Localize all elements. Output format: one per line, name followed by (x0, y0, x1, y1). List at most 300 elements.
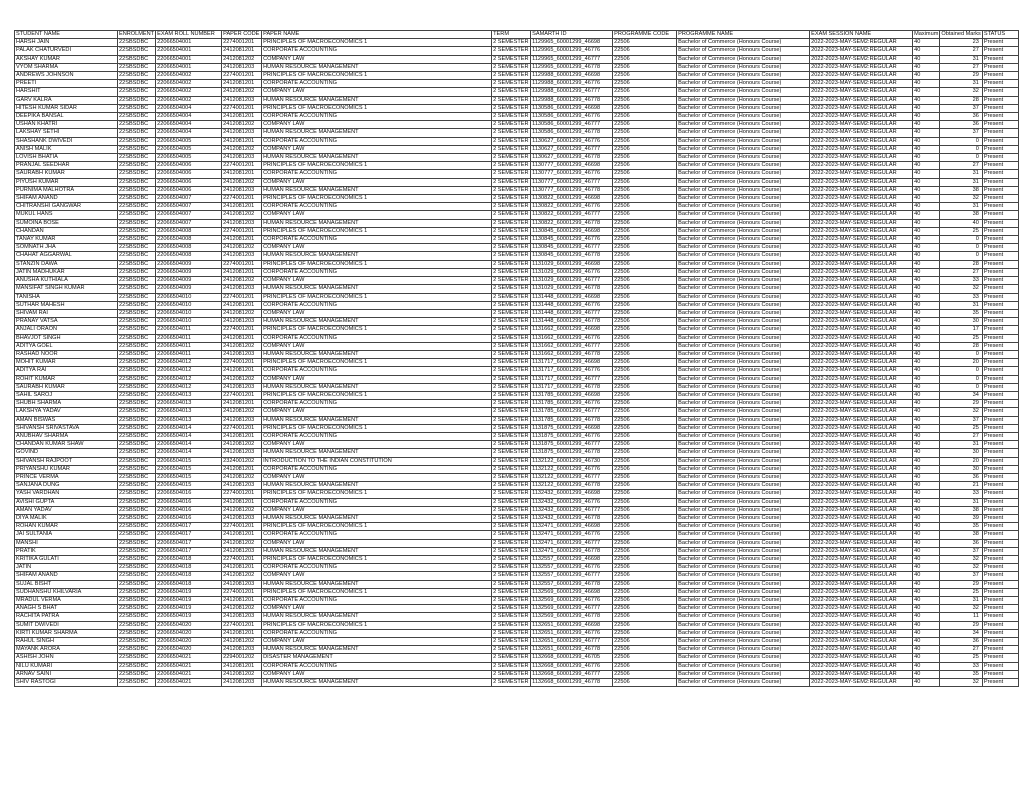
cell-paper-name: CORPORATE ACCOUNTING (262, 47, 492, 55)
cell-status: Present (982, 514, 1018, 522)
cell-programme-code: 22506 (613, 39, 677, 47)
cell-obtained-marks: 29 (940, 621, 982, 629)
cell-enrolment: 22SBSDBC (118, 236, 156, 244)
cell-exam-session-name: 2022-2023-MAY-SEM2:REGULAR (810, 318, 913, 326)
cell-paper-code: 2294001202 (222, 654, 262, 662)
cell-exam-session-name: 2022-2023-MAY-SEM2:REGULAR (810, 588, 913, 596)
cell-programme-code: 22506 (613, 473, 677, 481)
cell-exam-session-name: 2022-2023-MAY-SEM2:REGULAR (810, 219, 913, 227)
cell-paper-code: 2274001201 (222, 104, 262, 112)
cell-student-name: MAYANK ARORA (15, 646, 118, 654)
table-row (15, 457, 1019, 465)
cell-student-name: VYOM SHARMA (15, 63, 118, 71)
cell-paper-name: COMPANY LAW (262, 506, 492, 514)
cell-status: Present (982, 473, 1018, 481)
cell-paper-code: 2412081201 (222, 170, 262, 178)
cell-enrolment: 22SBSDBC (118, 572, 156, 580)
cell-term: 2 SEMESTER (492, 621, 531, 629)
cell-exam-session-name: 2022-2023-MAY-SEM2:REGULAR (810, 88, 913, 96)
cell-programme-code: 22506 (613, 309, 677, 317)
cell-samarth-id: 1130777_60001299_46778 (531, 186, 613, 194)
cell-status: Present (982, 490, 1018, 498)
cell-samarth-id: 1132557_60001299_46776 (531, 564, 613, 572)
cell-programme-name: Bachelor of Commerce (Honours Course) (677, 72, 810, 80)
cell-status: Present (982, 252, 1018, 260)
cell-student-name: ARNAV SAINI (15, 670, 118, 678)
cell-exam-roll-number: 22066504010 (156, 309, 222, 317)
cell-paper-name: COMPANY LAW (262, 375, 492, 383)
cell-paper-name: HUMAN RESOURCE MANAGEMENT (262, 318, 492, 326)
cell-maximum-marks: 40 (913, 113, 940, 121)
cell-samarth-id: 1130822_60001299_46777 (531, 211, 613, 219)
cell-obtained-marks: 36 (940, 121, 982, 129)
cell-programme-code: 22506 (613, 498, 677, 506)
cell-student-name: MANSIFAT SINGH KUMAR (15, 285, 118, 293)
cell-paper-code: 2412081201 (222, 301, 262, 309)
cell-exam-roll-number: 22066504008 (156, 252, 222, 260)
cell-programme-code: 22506 (613, 662, 677, 670)
cell-paper-name: COMPANY LAW (262, 638, 492, 646)
cell-paper-code: 2412081203 (222, 547, 262, 555)
cell-programme-code: 22506 (613, 375, 677, 383)
cell-status: Present (982, 629, 1018, 637)
cell-obtained-marks: 33 (940, 277, 982, 285)
cell-samarth-id: 1132668_60001299_46705 (531, 654, 613, 662)
cell-exam-session-name: 2022-2023-MAY-SEM2:REGULAR (810, 621, 913, 629)
cell-enrolment: 22SBSDBC (118, 498, 156, 506)
table-row (15, 523, 1019, 531)
cell-programme-name: Bachelor of Commerce (Honours Course) (677, 145, 810, 153)
cell-term: 2 SEMESTER (492, 219, 531, 227)
cell-maximum-marks: 40 (913, 638, 940, 646)
cell-exam-roll-number: 22066504004 (156, 121, 222, 129)
cell-paper-name: CORPORATE ACCOUNTING (262, 498, 492, 506)
cell-term: 2 SEMESTER (492, 39, 531, 47)
cell-term: 2 SEMESTER (492, 293, 531, 301)
cell-paper-code: 2412081203 (222, 219, 262, 227)
cell-term: 2 SEMESTER (492, 638, 531, 646)
cell-paper-name: COMPANY LAW (262, 145, 492, 153)
cell-student-name: AVISHI GUPTA (15, 498, 118, 506)
cell-exam-session-name: 2022-2023-MAY-SEM2:REGULAR (810, 203, 913, 211)
cell-paper-code: 2412081203 (222, 580, 262, 588)
cell-exam-roll-number: 22066504014 (156, 441, 222, 449)
cell-enrolment: 22SBSDBC (118, 564, 156, 572)
cell-maximum-marks: 40 (913, 47, 940, 55)
cell-term: 2 SEMESTER (492, 277, 531, 285)
cell-paper-name: PRINCIPLES OF MACROECONOMICS 1 (262, 523, 492, 531)
cell-paper-name: HUMAN RESOURCE MANAGEMENT (262, 154, 492, 162)
cell-exam-session-name: 2022-2023-MAY-SEM2:REGULAR (810, 137, 913, 145)
cell-exam-session-name: 2022-2023-MAY-SEM2:REGULAR (810, 252, 913, 260)
cell-maximum-marks: 40 (913, 490, 940, 498)
cell-samarth-id: 1132471_60001299_46698 (531, 523, 613, 531)
cell-term: 2 SEMESTER (492, 162, 531, 170)
cell-exam-session-name: 2022-2023-MAY-SEM2:REGULAR (810, 145, 913, 153)
cell-term: 2 SEMESTER (492, 154, 531, 162)
cell-samarth-id: 1130777_60001299_46698 (531, 162, 613, 170)
cell-exam-session-name: 2022-2023-MAY-SEM2:REGULAR (810, 605, 913, 613)
cell-term: 2 SEMESTER (492, 424, 531, 432)
cell-maximum-marks: 40 (913, 129, 940, 137)
cell-samarth-id: 1130845_60001299_46777 (531, 244, 613, 252)
header-programme-name: PROGRAMME NAME (677, 31, 810, 39)
cell-programme-code: 22506 (613, 252, 677, 260)
cell-exam-roll-number: 22066504010 (156, 318, 222, 326)
cell-paper-name: PRINCIPLES OF MACROECONOMICS 1 (262, 195, 492, 203)
cell-obtained-marks: 31 (940, 55, 982, 63)
cell-student-name: LOVISH BHATIA (15, 154, 118, 162)
cell-student-name: PALAK CHATURVEDI (15, 47, 118, 55)
cell-enrolment: 22SBSDBC (118, 211, 156, 219)
table-row (15, 556, 1019, 564)
cell-enrolment: 22SBSDBC (118, 203, 156, 211)
cell-programme-name: Bachelor of Commerce (Honours Course) (677, 203, 810, 211)
cell-paper-name: CORPORATE ACCOUNTING (262, 629, 492, 637)
table-row (15, 449, 1019, 457)
cell-exam-roll-number: 22066504012 (156, 359, 222, 367)
cell-paper-code: 2412081202 (222, 539, 262, 547)
cell-term: 2 SEMESTER (492, 679, 531, 687)
cell-paper-name: COMPANY LAW (262, 277, 492, 285)
cell-term: 2 SEMESTER (492, 408, 531, 416)
cell-paper-code: 2274001201 (222, 293, 262, 301)
cell-paper-name: PRINCIPLES OF MACROECONOMICS 1 (262, 39, 492, 47)
cell-programme-name: Bachelor of Commerce (Honours Course) (677, 63, 810, 71)
cell-paper-code: 2412081202 (222, 277, 262, 285)
cell-obtained-marks: 31 (940, 597, 982, 605)
cell-student-name: SUDHANSHU KHILVARIA (15, 588, 118, 596)
cell-programme-code: 22506 (613, 350, 677, 358)
cell-programme-code: 22506 (613, 416, 677, 424)
cell-term: 2 SEMESTER (492, 613, 531, 621)
cell-paper-name: HUMAN RESOURCE MANAGEMENT (262, 252, 492, 260)
cell-samarth-id: 1131029_60001299_46776 (531, 268, 613, 276)
cell-status: Present (982, 318, 1018, 326)
cell-maximum-marks: 40 (913, 408, 940, 416)
cell-maximum-marks: 40 (913, 498, 940, 506)
cell-status: Present (982, 162, 1018, 170)
cell-student-name: ROHAN KUMAR (15, 523, 118, 531)
cell-exam-roll-number: 22066504011 (156, 326, 222, 334)
cell-programme-code: 22506 (613, 301, 677, 309)
cell-paper-code: 2412081203 (222, 129, 262, 137)
cell-exam-session-name: 2022-2023-MAY-SEM2:REGULAR (810, 490, 913, 498)
cell-programme-name: Bachelor of Commerce (Honours Course) (677, 646, 810, 654)
cell-obtained-marks: 28 (940, 260, 982, 268)
cell-paper-name: PRINCIPLES OF MACROECONOMICS 1 (262, 227, 492, 235)
cell-samarth-id: 1132122_60001299_46777 (531, 473, 613, 481)
cell-exam-roll-number: 22066504021 (156, 654, 222, 662)
cell-paper-code: 2412081203 (222, 482, 262, 490)
cell-maximum-marks: 40 (913, 277, 940, 285)
cell-exam-session-name: 2022-2023-MAY-SEM2:REGULAR (810, 679, 913, 687)
cell-obtained-marks: 36 (940, 539, 982, 547)
cell-programme-code: 22506 (613, 211, 677, 219)
cell-obtained-marks: 35 (940, 309, 982, 317)
cell-obtained-marks: 27 (940, 432, 982, 440)
cell-exam-roll-number: 22066504020 (156, 638, 222, 646)
cell-term: 2 SEMESTER (492, 326, 531, 334)
cell-programme-code: 22506 (613, 383, 677, 391)
cell-status: Present (982, 203, 1018, 211)
cell-programme-name: Bachelor of Commerce (Honours Course) (677, 400, 810, 408)
cell-maximum-marks: 40 (913, 432, 940, 440)
cell-maximum-marks: 40 (913, 170, 940, 178)
cell-enrolment: 22SBSDBC (118, 113, 156, 121)
cell-obtained-marks: 0 (940, 236, 982, 244)
cell-student-name: ANDREWS JOHNSON (15, 72, 118, 80)
cell-enrolment: 22SBSDBC (118, 244, 156, 252)
cell-enrolment: 22SBSDBC (118, 301, 156, 309)
cell-term: 2 SEMESTER (492, 629, 531, 637)
cell-programme-code: 22506 (613, 162, 677, 170)
cell-enrolment: 22SBSDBC (118, 670, 156, 678)
cell-paper-code: 2412081202 (222, 309, 262, 317)
cell-term: 2 SEMESTER (492, 63, 531, 71)
cell-student-name: NILU KUMARI (15, 662, 118, 670)
cell-exam-session-name: 2022-2023-MAY-SEM2:REGULAR (810, 564, 913, 572)
cell-term: 2 SEMESTER (492, 227, 531, 235)
cell-paper-name: CORPORATE ACCOUNTING (262, 236, 492, 244)
cell-status: Present (982, 350, 1018, 358)
cell-maximum-marks: 40 (913, 145, 940, 153)
cell-enrolment: 22SBSDBC (118, 309, 156, 317)
cell-obtained-marks: 37 (940, 129, 982, 137)
cell-paper-name: CORPORATE ACCOUNTING (262, 113, 492, 121)
cell-status: Present (982, 654, 1018, 662)
cell-paper-name: COMPANY LAW (262, 88, 492, 96)
cell-enrolment: 22SBSDBC (118, 96, 156, 104)
cell-exam-roll-number: 22066504018 (156, 580, 222, 588)
cell-exam-session-name: 2022-2023-MAY-SEM2:REGULAR (810, 498, 913, 506)
cell-programme-name: Bachelor of Commerce (Honours Course) (677, 597, 810, 605)
cell-exam-roll-number: 22066504004 (156, 129, 222, 137)
cell-samarth-id: 1132557_60001299_46778 (531, 580, 613, 588)
cell-maximum-marks: 40 (913, 605, 940, 613)
cell-samarth-id: 1130627_60001299_46778 (531, 154, 613, 162)
table-row (15, 318, 1019, 326)
cell-exam-roll-number: 22066504014 (156, 449, 222, 457)
cell-paper-code: 2412081201 (222, 498, 262, 506)
cell-programme-name: Bachelor of Commerce (Honours Course) (677, 154, 810, 162)
table-row (15, 170, 1019, 178)
cell-programme-name: Bachelor of Commerce (Honours Course) (677, 679, 810, 687)
cell-status: Present (982, 482, 1018, 490)
cell-paper-name: HUMAN RESOURCE MANAGEMENT (262, 580, 492, 588)
cell-exam-session-name: 2022-2023-MAY-SEM2:REGULAR (810, 359, 913, 367)
cell-enrolment: 22SBSDBC (118, 350, 156, 358)
table-row (15, 236, 1019, 244)
cell-exam-session-name: 2022-2023-MAY-SEM2:REGULAR (810, 227, 913, 235)
cell-enrolment: 22SBSDBC (118, 277, 156, 285)
cell-exam-roll-number: 22066504017 (156, 523, 222, 531)
cell-samarth-id: 1132569_60001299_46698 (531, 588, 613, 596)
cell-paper-name: CORPORATE ACCOUNTING (262, 662, 492, 670)
cell-enrolment: 22SBSDBC (118, 88, 156, 96)
cell-status: Present (982, 539, 1018, 547)
cell-maximum-marks: 40 (913, 301, 940, 309)
cell-enrolment: 22SBSDBC (118, 252, 156, 260)
cell-programme-code: 22506 (613, 342, 677, 350)
cell-term: 2 SEMESTER (492, 318, 531, 326)
cell-obtained-marks: 35 (940, 670, 982, 678)
cell-programme-name: Bachelor of Commerce (Honours Course) (677, 670, 810, 678)
cell-programme-name: Bachelor of Commerce (Honours Course) (677, 564, 810, 572)
cell-paper-name: HUMAN RESOURCE MANAGEMENT (262, 679, 492, 687)
cell-maximum-marks: 40 (913, 39, 940, 47)
cell-programme-name: Bachelor of Commerce (Honours Course) (677, 539, 810, 547)
cell-paper-code: 2412081201 (222, 465, 262, 473)
table-row (15, 514, 1019, 522)
cell-programme-code: 22506 (613, 670, 677, 678)
table-row (15, 162, 1019, 170)
cell-exam-roll-number: 22066504018 (156, 564, 222, 572)
cell-paper-name: CORPORATE ACCOUNTING (262, 597, 492, 605)
cell-programme-name: Bachelor of Commerce (Honours Course) (677, 88, 810, 96)
cell-student-name: CHAHAT AGGARWAL (15, 252, 118, 260)
cell-obtained-marks: 39 (940, 514, 982, 522)
table-row (15, 145, 1019, 153)
cell-paper-code: 2274001201 (222, 490, 262, 498)
cell-student-name: PIYUSH KUMAR (15, 178, 118, 186)
cell-samarth-id: 1131875_60001299_46776 (531, 432, 613, 440)
cell-enrolment: 22SBSDBC (118, 318, 156, 326)
cell-paper-code: 2412081202 (222, 506, 262, 514)
cell-programme-code: 22506 (613, 293, 677, 301)
table-row (15, 383, 1019, 391)
cell-paper-name: PRINCIPLES OF MACROECONOMICS 1 (262, 391, 492, 399)
cell-exam-roll-number: 22066504013 (156, 400, 222, 408)
cell-enrolment: 22SBSDBC (118, 162, 156, 170)
cell-enrolment: 22SBSDBC (118, 449, 156, 457)
cell-maximum-marks: 40 (913, 441, 940, 449)
table-row (15, 309, 1019, 317)
cell-obtained-marks: 0 (940, 252, 982, 260)
cell-exam-session-name: 2022-2023-MAY-SEM2:REGULAR (810, 244, 913, 252)
cell-programme-name: Bachelor of Commerce (Honours Course) (677, 129, 810, 137)
cell-programme-code: 22506 (613, 47, 677, 55)
cell-obtained-marks: 37 (940, 416, 982, 424)
cell-programme-code: 22506 (613, 465, 677, 473)
cell-programme-code: 22506 (613, 104, 677, 112)
cell-samarth-id: 1130845_60001299_46778 (531, 252, 613, 260)
cell-obtained-marks: 33 (940, 490, 982, 498)
cell-programme-name: Bachelor of Commerce (Honours Course) (677, 638, 810, 646)
cell-paper-name: PRINCIPLES OF MACROECONOMICS 1 (262, 72, 492, 80)
cell-status: Present (982, 121, 1018, 129)
cell-obtained-marks: 36 (940, 473, 982, 481)
cell-obtained-marks: 40 (940, 219, 982, 227)
cell-paper-name: PRINCIPLES OF MACROECONOMICS 1 (262, 490, 492, 498)
cell-enrolment: 22SBSDBC (118, 219, 156, 227)
cell-obtained-marks: 38 (940, 506, 982, 514)
cell-status: Present (982, 424, 1018, 432)
table-row (15, 72, 1019, 80)
table-row (15, 268, 1019, 276)
cell-status: Present (982, 268, 1018, 276)
cell-student-name: ROHIT KUMAR (15, 375, 118, 383)
cell-paper-name: CORPORATE ACCOUNTING (262, 465, 492, 473)
cell-paper-code: 2412081202 (222, 572, 262, 580)
cell-obtained-marks: 37 (940, 572, 982, 580)
header-term: TERM (492, 31, 531, 39)
cell-samarth-id: 1131785_60001299_46776 (531, 400, 613, 408)
cell-enrolment: 22SBSDBC (118, 588, 156, 596)
cell-paper-code: 2412081202 (222, 375, 262, 383)
cell-status: Present (982, 580, 1018, 588)
cell-programme-name: Bachelor of Commerce (Honours Course) (677, 613, 810, 621)
cell-exam-session-name: 2022-2023-MAY-SEM2:REGULAR (810, 506, 913, 514)
cell-enrolment: 22SBSDBC (118, 629, 156, 637)
cell-samarth-id: 1131785_60001299_46777 (531, 408, 613, 416)
cell-programme-code: 22506 (613, 334, 677, 342)
cell-enrolment: 22SBSDBC (118, 326, 156, 334)
cell-term: 2 SEMESTER (492, 670, 531, 678)
table-row (15, 113, 1019, 121)
cell-obtained-marks: 33 (940, 293, 982, 301)
cell-obtained-marks: 25 (940, 654, 982, 662)
cell-status: Present (982, 621, 1018, 629)
cell-maximum-marks: 40 (913, 72, 940, 80)
cell-maximum-marks: 40 (913, 178, 940, 186)
cell-paper-name: PRINCIPLES OF MACROECONOMICS 1 (262, 359, 492, 367)
cell-status: Present (982, 564, 1018, 572)
cell-programme-code: 22506 (613, 113, 677, 121)
cell-status: Present (982, 211, 1018, 219)
cell-enrolment: 22SBSDBC (118, 441, 156, 449)
cell-student-name: JATIN (15, 564, 118, 572)
cell-enrolment: 22SBSDBC (118, 473, 156, 481)
table-row (15, 646, 1019, 654)
cell-exam-session-name: 2022-2023-MAY-SEM2:REGULAR (810, 457, 913, 465)
cell-maximum-marks: 40 (913, 236, 940, 244)
cell-enrolment: 22SBSDBC (118, 662, 156, 670)
cell-exam-roll-number: 22066504015 (156, 473, 222, 481)
cell-maximum-marks: 40 (913, 588, 940, 596)
cell-term: 2 SEMESTER (492, 47, 531, 55)
cell-student-name: SAURABH KUMAR (15, 383, 118, 391)
cell-exam-session-name: 2022-2023-MAY-SEM2:REGULAR (810, 531, 913, 539)
cell-exam-roll-number: 22066504019 (156, 613, 222, 621)
cell-enrolment: 22SBSDBC (118, 227, 156, 235)
cell-obtained-marks: 37 (940, 547, 982, 555)
cell-programme-code: 22506 (613, 400, 677, 408)
table-row (15, 334, 1019, 342)
cell-enrolment: 22SBSDBC (118, 408, 156, 416)
cell-paper-code: 2274001201 (222, 72, 262, 80)
cell-programme-name: Bachelor of Commerce (Honours Course) (677, 662, 810, 670)
cell-exam-roll-number: 22066504008 (156, 244, 222, 252)
cell-status: Present (982, 613, 1018, 621)
cell-maximum-marks: 40 (913, 424, 940, 432)
cell-paper-name: HUMAN RESOURCE MANAGEMENT (262, 613, 492, 621)
cell-samarth-id: 1132432_60001299_46698 (531, 490, 613, 498)
cell-samarth-id: 1130586_60001299_46777 (531, 121, 613, 129)
cell-student-name: SUJAL BISHT (15, 580, 118, 588)
cell-programme-name: Bachelor of Commerce (Honours Course) (677, 482, 810, 490)
cell-status: Present (982, 72, 1018, 80)
cell-enrolment: 22SBSDBC (118, 285, 156, 293)
cell-programme-code: 22506 (613, 597, 677, 605)
cell-paper-code: 2412081203 (222, 416, 262, 424)
cell-maximum-marks: 40 (913, 416, 940, 424)
cell-exam-session-name: 2022-2023-MAY-SEM2:REGULAR (810, 375, 913, 383)
cell-programme-code: 22506 (613, 613, 677, 621)
cell-exam-roll-number: 22066504021 (156, 662, 222, 670)
cell-term: 2 SEMESTER (492, 145, 531, 153)
cell-status: Present (982, 556, 1018, 564)
